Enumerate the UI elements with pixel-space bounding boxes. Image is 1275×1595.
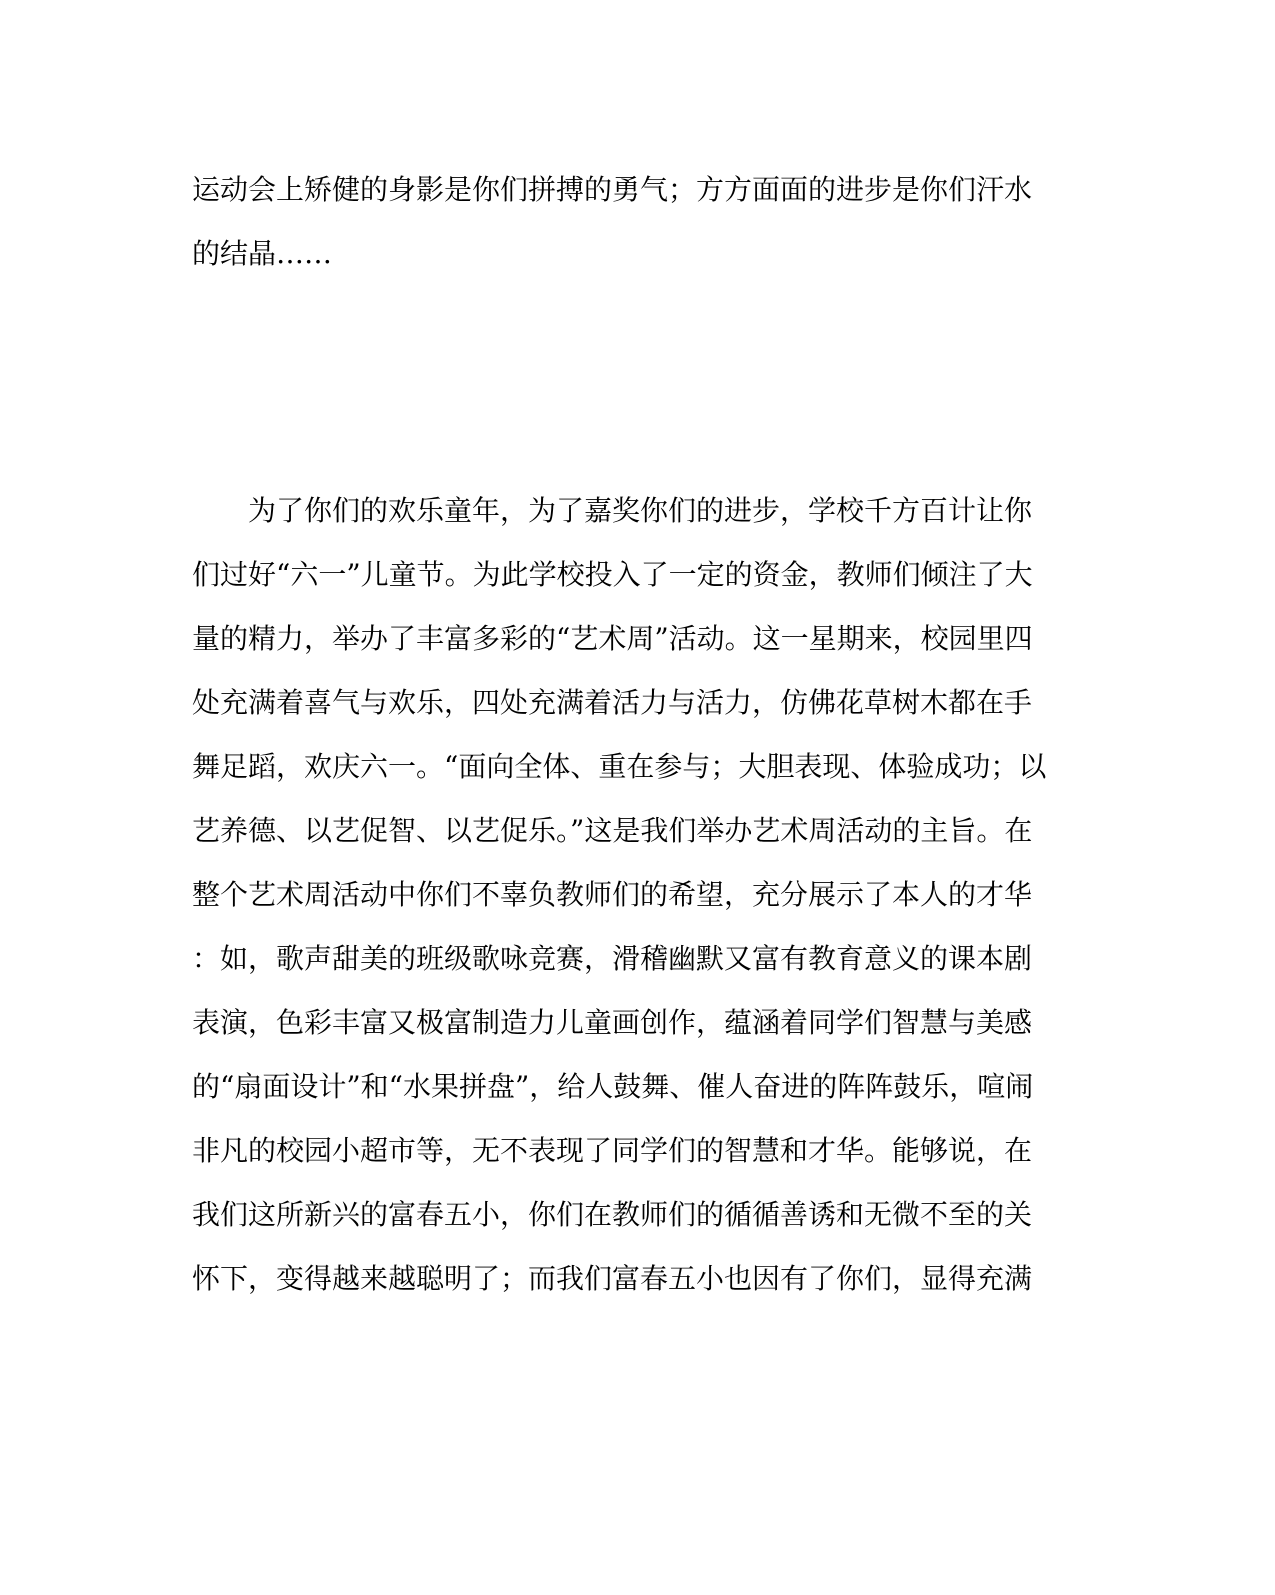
text-line: 整个艺术周活动中你们不辜负教师们的希望，充分展示了本人的才华 (192, 878, 1033, 911)
text-line: 们过好“六一”儿童节。为此学校投入了一定的资金，教师们倾注了大 (192, 558, 1033, 591)
text-line: 我们这所新兴的富春五小，你们在教师们的循循善诱和无微不至的关 (192, 1198, 1033, 1231)
text-line: 处充满着喜气与欢乐，四处充满着活力与活力，仿佛花草树木都在手 (192, 686, 1033, 719)
text-line: 非凡的校园小超市等，无不表现了同学们的智慧和才华。能够说，在 (192, 1134, 1033, 1167)
text-line: 怀下，变得越来越聪明了；而我们富春五小也因有了你们，显得充满 (192, 1262, 1033, 1295)
text-line: ：如，歌声甜美的班级歌咏竞赛，滑稽幽默又富有教育意义的课本剧 (192, 942, 1033, 975)
text-line: 舞足蹈，欢庆六一。“面向全体、重在参与；大胆表现、体验成功；以 (192, 750, 1047, 783)
text-line: 量的精力，举办了丰富多彩的“艺术周”活动。这一星期来，校园里四 (192, 622, 1033, 655)
text-line: 表演，色彩丰富又极富制造力儿童画创作，蕴涵着同学们智慧与美感 (192, 1006, 1033, 1039)
text-line: 的“扇面设计”和“水果拼盘”，给人鼓舞、催人奋进的阵阵鼓乐，喧闹 (192, 1070, 1034, 1103)
text-line: 的结晶…… (192, 237, 333, 270)
text-line: 运动会上矫健的身影是你们拼搏的勇气；方方面面的进步是你们汗水 (192, 173, 1033, 206)
text-line: 艺养德、以艺促智、以艺促乐。”这是我们举办艺术周活动的主旨。在 (192, 814, 1033, 847)
paragraph-first-line: 为了你们的欢乐童年，为了嘉奖你们的进步，学校千方百计让你 (248, 494, 1033, 527)
